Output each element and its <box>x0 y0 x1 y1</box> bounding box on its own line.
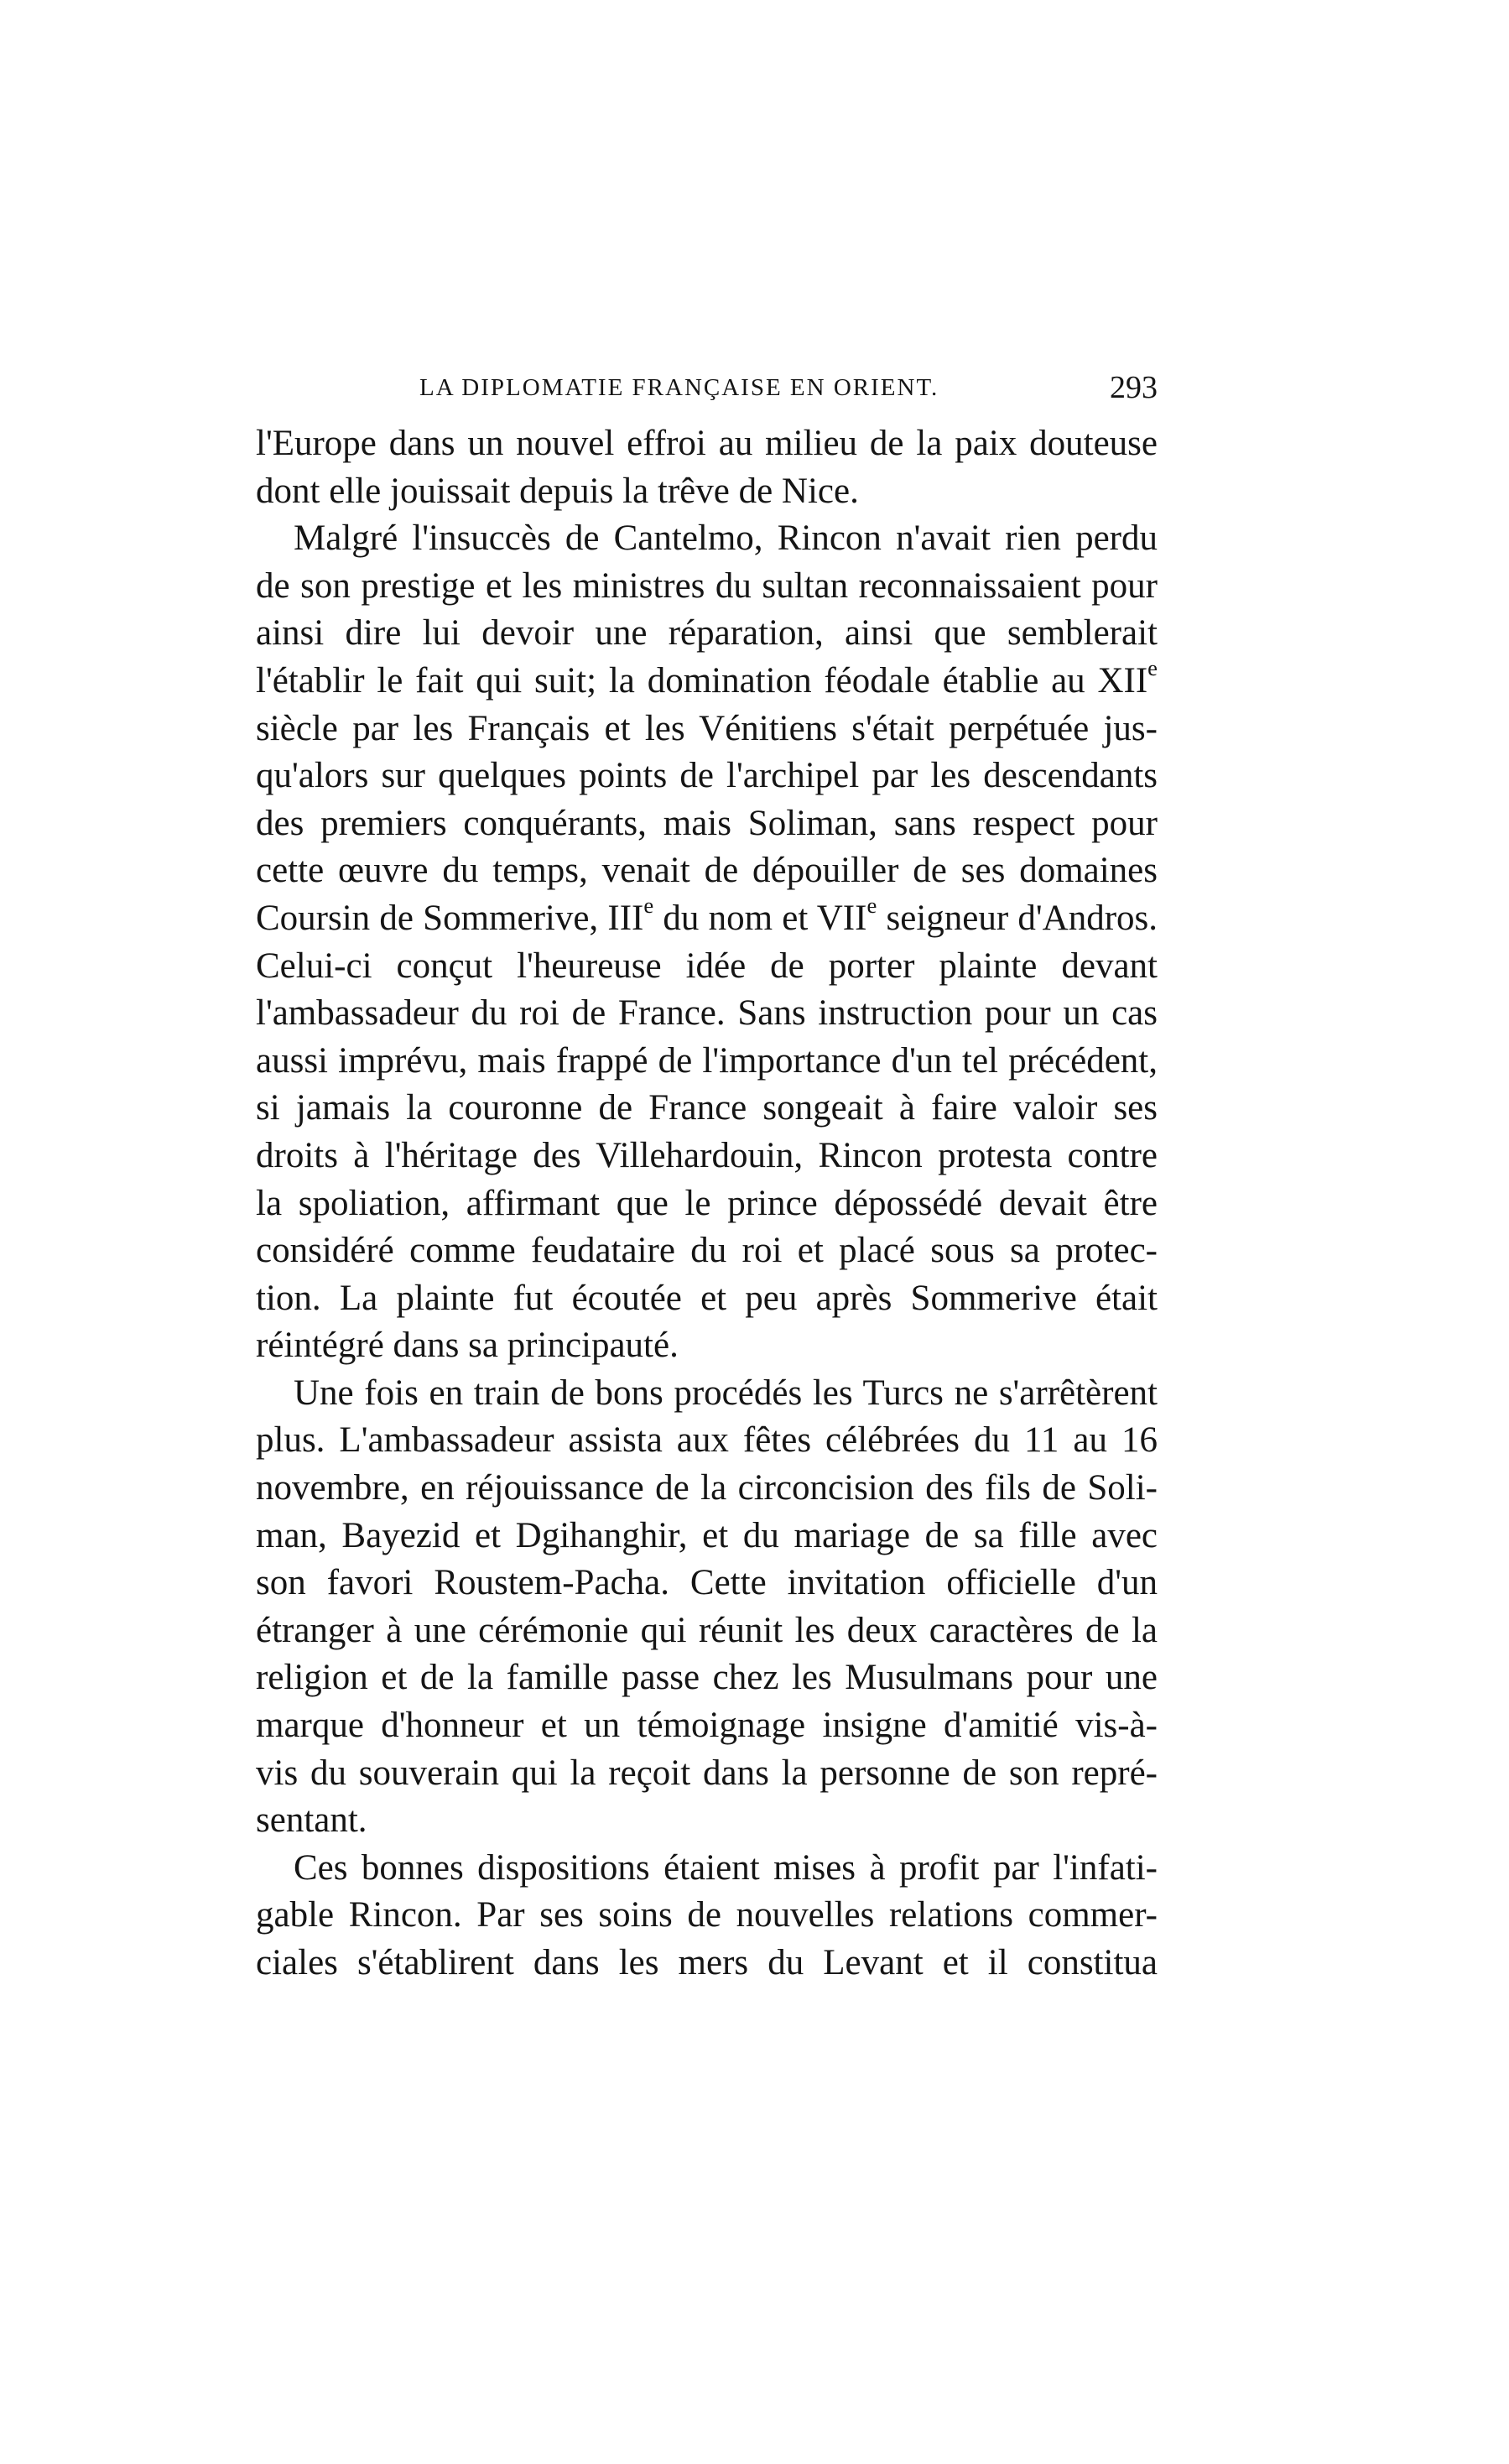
text-line: vis du souverain qui la reçoit dans la personne de son repré- <box>256 1753 1158 1793</box>
text-line: des premiers conquérants, mais Soliman, sans respect pour <box>256 803 1158 843</box>
text-line: siècle par les Français et les Vénitiens s'était perpétuée jus- <box>256 708 1158 748</box>
text-line: la spoliation, affirmant que le prince dépossédé devait être <box>256 1183 1158 1223</box>
text-segment: du nom et VII <box>663 898 867 938</box>
text-line: novembre, en réjouissance de la circoncision des fils de Soli- <box>256 1468 1158 1508</box>
text-segment: Coursin de Sommerive, III <box>256 898 644 938</box>
text-line: si jamais la couronne de France songeait à faire valoir ses <box>256 1088 1158 1128</box>
superscript-e: e <box>1147 657 1158 680</box>
text-line: étranger à une cérémonie qui réunit les deux caractères de la <box>256 1610 1158 1650</box>
paragraph-start-line: Malgré l'insuccès de Cantelmo, Rincon n'avait rien perdu <box>294 518 1158 559</box>
text-line: qu'alors sur quelques points de l'archipel par les descendants <box>256 756 1158 796</box>
text-line: l'ambassadeur du roi de France. Sans instruction pour un cas <box>256 993 1158 1034</box>
text-line: religion et de la famille passe chez les Musulmans pour une <box>256 1658 1158 1698</box>
superscript-e: e <box>866 894 877 918</box>
superscript-e: e <box>643 894 654 918</box>
text-line: ainsi dire lui devoir une réparation, ainsi que semblerait <box>256 613 1158 654</box>
text-line: marque d'honneur et un témoignage insigne d'amitié vis-à- <box>256 1706 1158 1746</box>
text-line: l'Europe dans un nouvel effroi au milieu de la paix douteuse <box>256 424 1158 463</box>
text-line: Celui-ci conçut l'heureuse idée de porter plainte devant <box>256 945 1158 986</box>
paragraph-start-line: Ces bonnes dispositions étaient mises à profit par l'infati- <box>294 1847 1158 1888</box>
text-line <box>256 658 1158 706</box>
text-line: tion. La plainte fut écoutée et peu après Sommerive était <box>256 1278 1158 1318</box>
text-line: réintégré dans sa principauté. <box>256 1326 679 1366</box>
text-segment: seigneur d'Andros. <box>886 898 1158 938</box>
running-header <box>419 370 1158 414</box>
text-line: plus. L'ambassadeur assista aux fêtes célébrées du 11 au 16 <box>256 1420 1158 1461</box>
text-line: aussi imprévu, mais frappé de l'importance d'un tel précédent, <box>256 1040 1158 1081</box>
text-line: droits à l'héritage des Villehardouin, Rincon protesta contre <box>256 1135 1158 1175</box>
text-line: man, Bayezid et Dgihanghir, et du mariage de sa fille avec <box>256 1515 1158 1555</box>
body-text <box>256 420 1158 1987</box>
page-number: 293 <box>1110 370 1158 405</box>
paragraph-start-line: Une fois en train de bons procédés les Turcs ne s'arrêtèrent <box>294 1373 1158 1413</box>
text-line: de son prestige et les ministres du sultan reconnaissaient pour <box>256 565 1158 606</box>
text-line: dont elle jouissait depuis la trêve de Nice. <box>256 471 859 511</box>
text-segment: l'établir le fait qui suit; la domination féodale établie au XII <box>256 660 1148 701</box>
text-line: gable Rincon. Par ses soins de nouvelles relations commer- <box>256 1895 1158 1935</box>
text-line: sentant. <box>256 1800 367 1841</box>
running-title: LA DIPLOMATIE FRANÇAISE EN ORIENT. <box>419 374 939 401</box>
text-line <box>256 895 1158 943</box>
text-line: considéré comme feudataire du roi et placé sous sa protec- <box>256 1231 1158 1271</box>
text-line: son favori Roustem-Pacha. Cette invitation officielle d'un <box>256 1563 1158 1603</box>
text-line: ciales s'établirent dans les mers du Levant et il constitua <box>256 1943 1158 1982</box>
text-line: cette œuvre du temps, venait de dépouiller de ses domaines <box>256 851 1158 891</box>
